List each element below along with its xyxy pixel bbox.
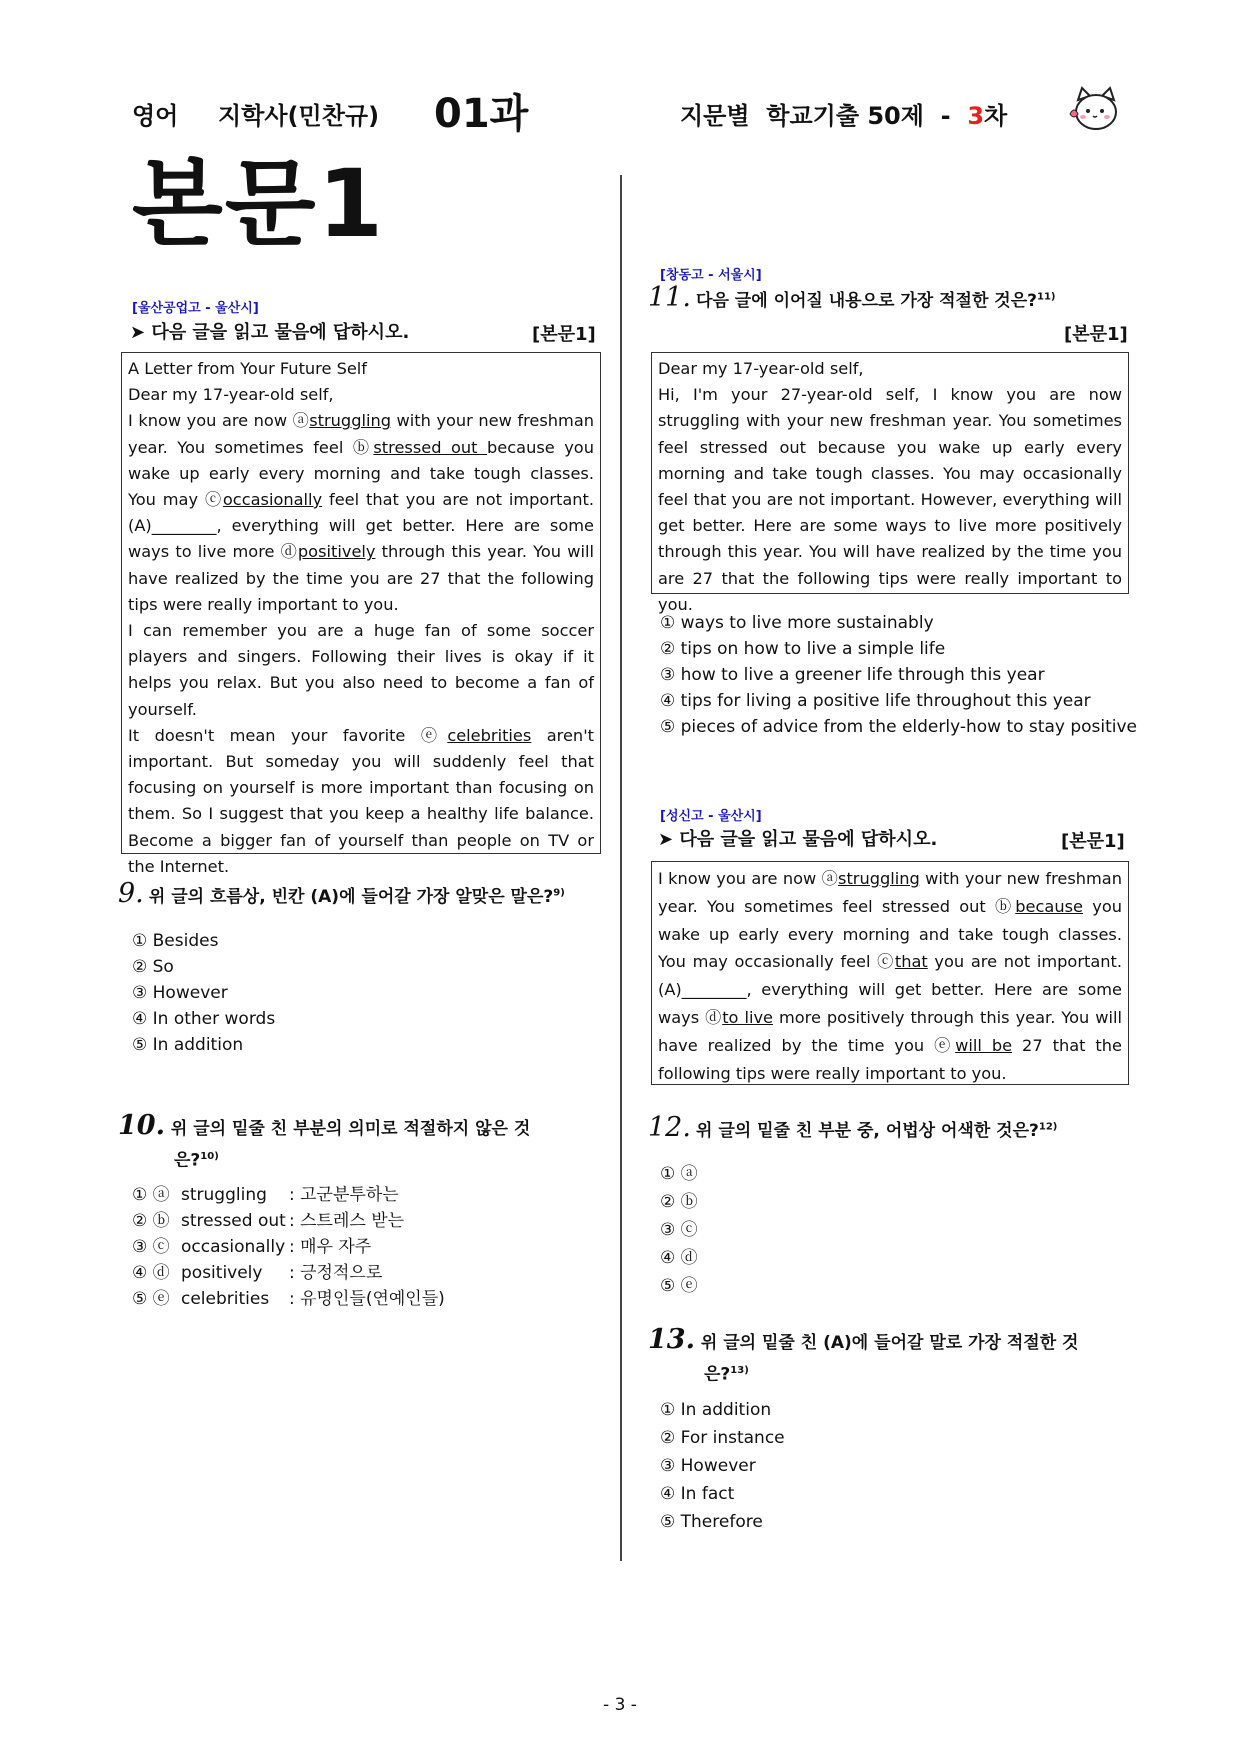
column-divider	[620, 175, 622, 1561]
option[interactable]: ③ ⓒ	[660, 1220, 698, 1240]
question-10: 10. 위 글의 밑줄 친 부분의 의미로 적절하지 않은 것 은?$^{10)}$	[118, 1110, 531, 1171]
footnote-mark: 9)	[553, 887, 565, 899]
passage-paragraph: I know you are now ⓐstruggling with your new freshman year. You sometimes feel stressed out ⓑbecause you wake up early every morning and take tough classes. You may occasionally feel ⓒthat you are not important. (A)________, everything will get better. Here are some ways ⓓto live more positively through this year. You will have realized by the time you ⓔwill be 27 that the following tips were really important to you.	[658, 869, 1122, 1083]
passage-box	[651, 352, 1129, 614]
options-13	[660, 1396, 785, 1536]
footnote-mark: 12)	[1038, 1121, 1058, 1133]
question-number: 12.	[648, 1112, 691, 1143]
instruction: ➤ 다음 글을 읽고 물음에 답하시오.	[658, 829, 938, 850]
passage-greeting: Dear my 17-year-old self,	[128, 385, 334, 405]
option[interactable]: ⑤ In addition	[132, 1035, 244, 1055]
source-label: [창동고 - 서울시]	[660, 268, 762, 283]
option[interactable]: ④ In other words	[132, 1009, 276, 1029]
passage-tag: [본문1]	[1064, 324, 1128, 345]
option[interactable]: ③ However	[660, 1456, 756, 1476]
page-number: - 3 -	[603, 1695, 637, 1715]
underlined-word: that	[894, 952, 928, 972]
option[interactable]: ⑤ ⓔ	[660, 1276, 698, 1296]
option[interactable]: ④ tips for living a positive life throughout this year	[660, 691, 1091, 711]
passage-paragraph: I know you are now ⓐstruggling with your new freshman year. You sometimes feel ⓑstressed out because you wake up early every morning and take tough classes. You may ⓒoccasionally feel that you are not important. (A)________, everything will get better. Here are some ways to live more ⓓpositively through this year. You will have realized by the time you are 27 that the following tips were really important to you.	[128, 411, 594, 614]
option[interactable]: ④ ⓓ positively : 긍정적으로	[132, 1263, 383, 1283]
passage-title: A Letter from Your Future Self	[128, 359, 368, 378]
options-10	[132, 1182, 445, 1312]
underlined-word: to live	[722, 1007, 773, 1027]
option[interactable]: ② ⓑ stressed out : 스트레스 받는	[132, 1211, 405, 1231]
option[interactable]: ④ ⓓ	[660, 1248, 698, 1268]
cat-face-icon	[1068, 84, 1124, 134]
option[interactable]: ③ how to live a greener life through this year	[660, 665, 1045, 685]
question-text: 다음 글에 이어질 내용으로 가장 적절한 것은?	[696, 291, 1038, 311]
question-12	[648, 1112, 1128, 1143]
question-13: 13. 위 글의 밑줄 친 (A)에 들어갈 말로 가장 적절한 것 은?$^{13)}$	[648, 1324, 1079, 1385]
question-number: 11.	[648, 282, 691, 313]
option[interactable]: ② For instance	[660, 1428, 785, 1448]
option[interactable]: ④ In fact	[660, 1484, 735, 1504]
lesson-label: 01과	[434, 91, 529, 137]
option[interactable]: ⑤ ⓔ celebrities : 유명인들(연예인들)	[132, 1289, 445, 1309]
option[interactable]: ⑤ Therefore	[660, 1512, 763, 1532]
question-text: 위 글의 밑줄 친 (A)에 들어갈 말로 가장 적절한 것	[700, 1333, 1079, 1353]
underlined-word: occasionally	[222, 490, 323, 510]
underlined-word: struggling	[838, 869, 920, 888]
question-number: 13.	[648, 1324, 695, 1355]
option[interactable]: ① ⓐ	[660, 1164, 698, 1184]
underlined-word: positively	[297, 542, 376, 562]
question-number: 10.	[118, 1110, 165, 1141]
section-title: 본문1	[132, 150, 386, 259]
question-9	[118, 878, 598, 909]
footnote-mark: 11)	[1037, 291, 1056, 303]
passage-box	[121, 352, 601, 876]
series-label: 지문별 학교기출 50제 - 3차	[680, 102, 1008, 130]
underlined-word: because	[1015, 896, 1083, 916]
option[interactable]: ③ ⓒ occasionally : 매우 자주	[132, 1237, 372, 1257]
underlined-word: struggling	[309, 411, 391, 431]
option[interactable]: ⑤ pieces of advice from the elderly-how to stay positive	[660, 717, 1138, 737]
passage-paragraph: Hi, I'm your 27-year-old self, I know you are now struggling with your new freshman year. You sometimes feel stressed out because you wake up early every morning and take tough classes. You may occasionally feel that you are not important. However, everything will get better. Here are some ways to live more positively through this year. You will have realized by the time you are 27 that the following tips were really important to you.	[658, 385, 1122, 614]
option[interactable]: ② So	[132, 957, 174, 977]
passage-tag: [본문1]	[1061, 831, 1125, 852]
passage-paragraph: It doesn't mean your favorite ⓔcelebrities aren't important. But someday you will suddenly feel that focusing on yourself is more important than focusing on them. So I suggest that you keep a healthy life balance. Become a bigger fan of yourself than people on TV or the Internet.	[128, 725, 594, 876]
subject-label: 영어	[132, 102, 179, 130]
option[interactable]: ② ⓑ	[660, 1192, 698, 1212]
underlined-word: stressed out	[373, 437, 488, 457]
textbook-label: 지학사(민찬규)	[218, 102, 380, 130]
option[interactable]: ③ However	[132, 983, 228, 1003]
footnote-mark: 10)	[200, 1151, 219, 1162]
passage-greeting: Dear my 17-year-old self,	[658, 359, 864, 378]
question-11	[648, 282, 1128, 313]
footnote-mark: 13)	[730, 1365, 749, 1376]
option[interactable]: ① In addition	[660, 1400, 772, 1420]
question-text: 위 글의 밑줄 친 부분의 의미로 적절하지 않은 것	[170, 1119, 531, 1139]
options-11	[660, 610, 1137, 740]
option[interactable]: ① ⓐ struggling : 고군분투하는	[132, 1185, 399, 1205]
series-number: 3	[967, 102, 985, 130]
option[interactable]: ① Besides	[132, 931, 219, 951]
passage-paragraph: I can remember you are a huge fan of some soccer players and singers. Following their lives is okay if it helps you relax. But you also need to become a fan of yourself.	[128, 621, 594, 719]
options-12	[660, 1160, 698, 1300]
question-text: 위 글의 밑줄 친 부분 중, 어법상 어색한 것은?	[696, 1121, 1039, 1141]
options-9	[132, 928, 275, 1058]
source-label: [울산공업고 - 울산시]	[132, 301, 259, 316]
passage-tag: [본문1]	[532, 324, 596, 345]
underlined-word: will be	[955, 1035, 1013, 1055]
option[interactable]: ① ways to live more sustainably	[660, 613, 934, 633]
source-label: [성신고 - 울산시]	[660, 809, 762, 824]
instruction: ➤ 다음 글을 읽고 물음에 답하시오.	[130, 322, 410, 343]
underlined-word: celebrities	[447, 725, 532, 745]
option[interactable]: ② tips on how to live a simple life	[660, 639, 946, 659]
question-text: 위 글의 흐름상, 빈칸 (A)에 들어갈 가장 알맞은 말은?	[148, 887, 554, 907]
question-number: 9.	[118, 878, 144, 909]
passage-box	[651, 861, 1129, 1085]
